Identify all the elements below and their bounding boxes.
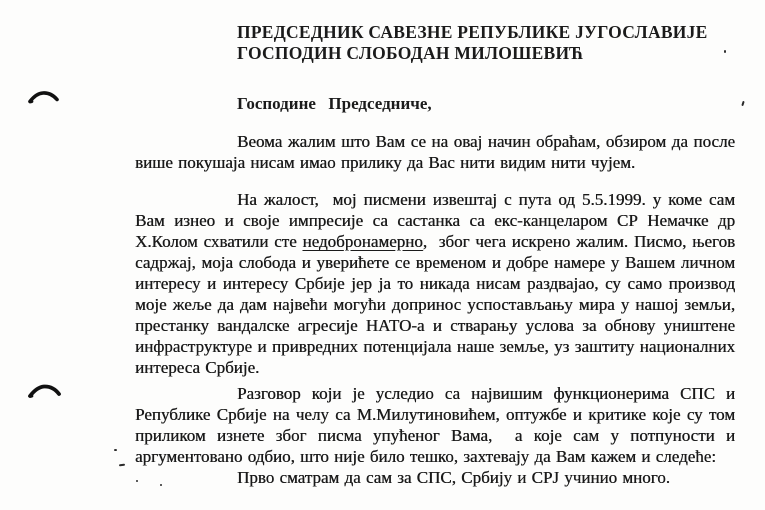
paragraph-2 xyxy=(135,189,741,378)
salutation: Господине Председниче, xyxy=(237,94,432,113)
paragraph-2-text-before: На жалост, мој писмени извештај с пута од 5.5.1999. у коме сам Вам изнео и своје импресије са састанка са екс-канцеларом СР Немачке др Х.Колом схватили сте xyxy=(135,190,741,251)
paragraph-3: Разговор који је уследио са највишим функционерима СПС и Републике Србије на челу са М.Милутиновићем, оптужбе и критике које су том приликом изнете због писма упућеног Вама, а које сам у потпуности и аргументовано одбио, што није било тешко, захтевају да Вам кажем и следеће: xyxy=(135,384,741,466)
scan-speck xyxy=(114,449,117,451)
letter-body xyxy=(135,22,741,488)
underlined-word: недобронамерно xyxy=(302,232,423,251)
scan-speck xyxy=(741,101,744,106)
paragraph-1: Веома жалим што Вам се на овај начин обраћам, обзиром да после више покушаја нисам имао прилику да Вас нити видим нити чујем. xyxy=(135,132,741,172)
recipient-title-line2: ГОСПОДИН СЛОБОДАН МИЛОШЕВИЋ xyxy=(237,43,584,63)
recipient-title-line1: ПРЕДСЕДНИК САВЕЗНЕ РЕПУБЛИКЕ ЈУГОСЛАВИЈЕ xyxy=(237,22,708,42)
scan-speck xyxy=(119,464,125,467)
ink-squiggle-mark xyxy=(27,383,62,406)
ink-squiggle-mark xyxy=(27,90,60,111)
recipient-block xyxy=(135,22,735,64)
paragraph-4: Прво сматрам да сам за СПС, Србију и СРЈ учинио много. xyxy=(237,468,670,487)
paragraph-2-text-after: , због чега искрено жалим. Писмо, његов садржај, моја слобода и уверићете се временом и добре намере у Вашем личном интересу и интересу Србије јер ја то никада нисам раздвајао, су само производ моје жеље да дам највећи могући допринос успостављању мира у нашој земљи, престанку вандалске агресије НАТО-а и стварању услова за обнову уништене инфраструктуре и привредних потенцијала наше земље, уз заштиту националних интереса Србије. xyxy=(135,232,741,377)
